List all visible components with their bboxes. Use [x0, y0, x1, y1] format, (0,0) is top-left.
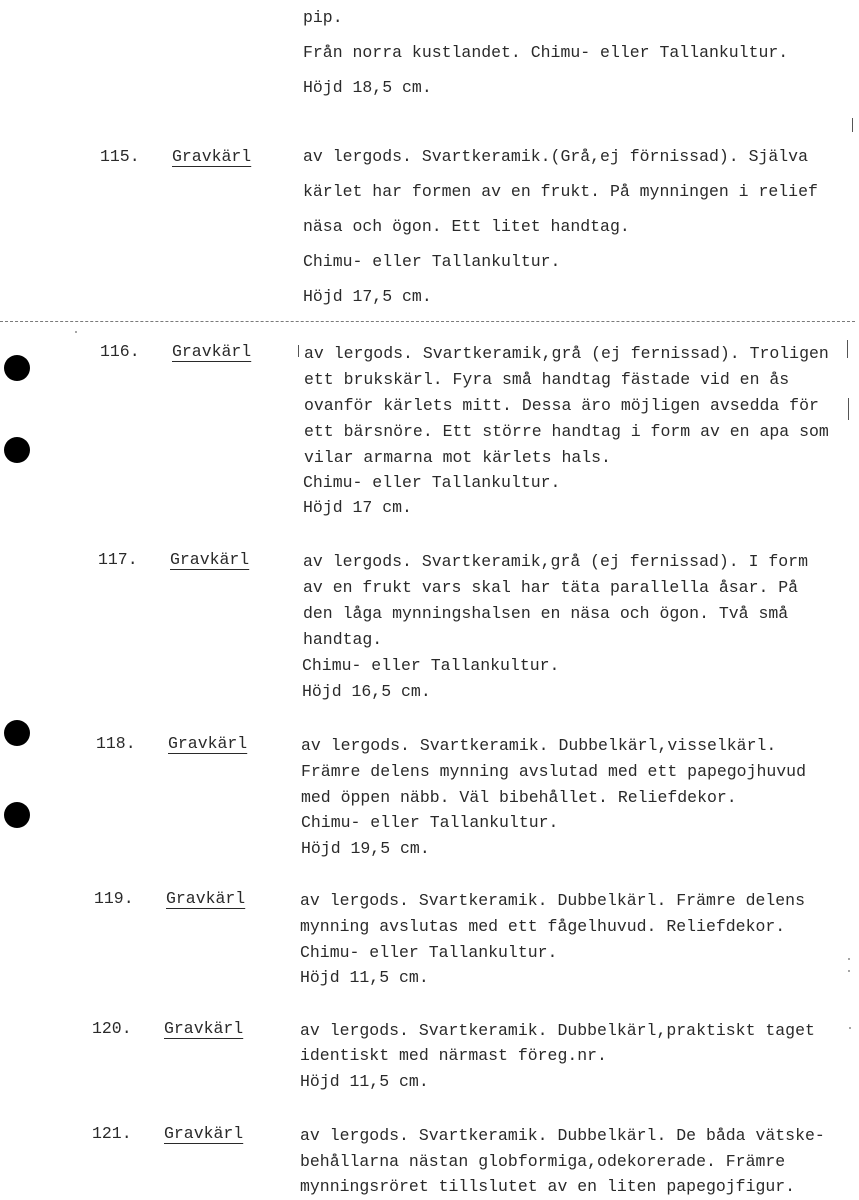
continuation-line: Från norra kustlandet. Chimu- eller Tallankultur. [303, 43, 789, 62]
entry-number: 119. [94, 889, 134, 908]
entry-description-line: Höjd 16,5 cm. [302, 682, 431, 701]
entry-description-line: Chimu- eller Tallankultur. [300, 943, 558, 962]
entry-description-line: av lergods. Svartkeramik. Dubbelkärl. Främre delens [300, 891, 805, 910]
punch-hole [4, 437, 30, 463]
entry-description-line: Höjd 17 cm. [303, 498, 412, 517]
scan-fold-line [0, 321, 855, 322]
scan-speck [849, 1027, 851, 1029]
entry-number: 120. [92, 1019, 132, 1038]
scan-edge-mark [852, 118, 853, 132]
entry-description-line: mynningsröret tillslutet av en liten papegojfigur. [300, 1177, 796, 1196]
entry-type: Gravkärl [164, 1019, 244, 1038]
entry-description-line: av lergods. Svartkeramik. Dubbelkärl,visselkärl. [301, 736, 777, 755]
entry-type: Gravkärl [172, 342, 252, 361]
entry-number: 117. [98, 550, 138, 569]
continuation-line: Höjd 18,5 cm. [303, 78, 432, 97]
entry-description-line: näsa och ögon. Ett litet handtag. [303, 217, 630, 236]
entry-description-line: Höjd 19,5 cm. [301, 839, 430, 858]
entry-description-line: av lergods. Svartkeramik. Dubbelkärl. De båda vätske- [300, 1126, 825, 1145]
entry-description-line: ovanför kärlets mitt. Dessa äro möjligen avsedda för [304, 396, 819, 415]
entry-description-line: av lergods. Svartkeramik.(Grå,ej förnissad). Själva [303, 147, 808, 166]
punch-hole [4, 355, 30, 381]
entry-description-line: ett bärsnöre. Ett större handtag i form av en apa som [304, 422, 829, 441]
entry-description-line: av lergods. Svartkeramik,grå (ej fernissad). I form [303, 552, 808, 571]
entry-description-line: av lergods. Svartkeramik,grå (ej fernissad). Troligen [304, 344, 829, 363]
entry-type: Gravkärl [170, 550, 250, 569]
entry-description-line: Chimu- eller Tallankultur. [302, 656, 560, 675]
entry-description-line: identiskt med närmast föreg.nr. [300, 1046, 607, 1065]
entry-description-line: Främre delens mynning avslutad med ett papegojhuvud [301, 762, 806, 781]
entry-description-line: Höjd 11,5 cm. [300, 968, 429, 987]
entry-description-line: med öppen näbb. Väl bibehållet. Reliefdekor. [301, 788, 737, 807]
entry-description-line: Chimu- eller Tallankultur. [303, 252, 561, 271]
entry-number: 118. [96, 734, 136, 753]
entry-number: 115. [100, 147, 140, 166]
scan-speck [848, 970, 850, 972]
entry-description-line: kärlet har formen av en frukt. På mynningen i relief [303, 182, 818, 201]
scan-speck [848, 958, 850, 960]
entry-description-line: Chimu- eller Tallankultur. [301, 813, 559, 832]
entry-description-line: handtag. [303, 630, 383, 649]
entry-description-line: av lergods. Svartkeramik. Dubbelkärl,praktiskt taget [300, 1021, 815, 1040]
entry-type: Gravkärl [168, 734, 248, 753]
entry-description-line: behållarna nästan globformiga,odekorerade. Främre [300, 1152, 786, 1171]
entry-description-line: mynning avslutas med ett fågelhuvud. Reliefdekor. [300, 917, 786, 936]
entry-description-line: ett brukskärl. Fyra små handtag fästade vid en ås [304, 370, 790, 389]
entry-type: Gravkärl [172, 147, 252, 166]
entry-type: Gravkärl [164, 1124, 244, 1143]
entry-description-line: Chimu- eller Tallankultur. [303, 473, 561, 492]
punch-hole [4, 720, 30, 746]
entry-description-line: Höjd 11,5 cm. [300, 1072, 429, 1091]
entry-number: 121. [92, 1124, 132, 1143]
entry-description-line: vilar armarna mot kärlets hals. [304, 448, 611, 467]
scan-edge-mark [298, 345, 299, 357]
entry-description-line: den låga mynningshalsen en näsa och ögon. Två små [303, 604, 789, 623]
entry-type: Gravkärl [166, 889, 246, 908]
scan-speck [75, 331, 77, 333]
scan-edge-mark [848, 398, 849, 420]
entry-description-line: av en frukt vars skal har täta parallella åsar. På [303, 578, 799, 597]
punch-hole [4, 802, 30, 828]
entry-number: 116. [100, 342, 140, 361]
scan-edge-mark [847, 340, 848, 358]
entry-description-line: Höjd 17,5 cm. [303, 287, 432, 306]
continuation-line: pip. [303, 8, 343, 27]
